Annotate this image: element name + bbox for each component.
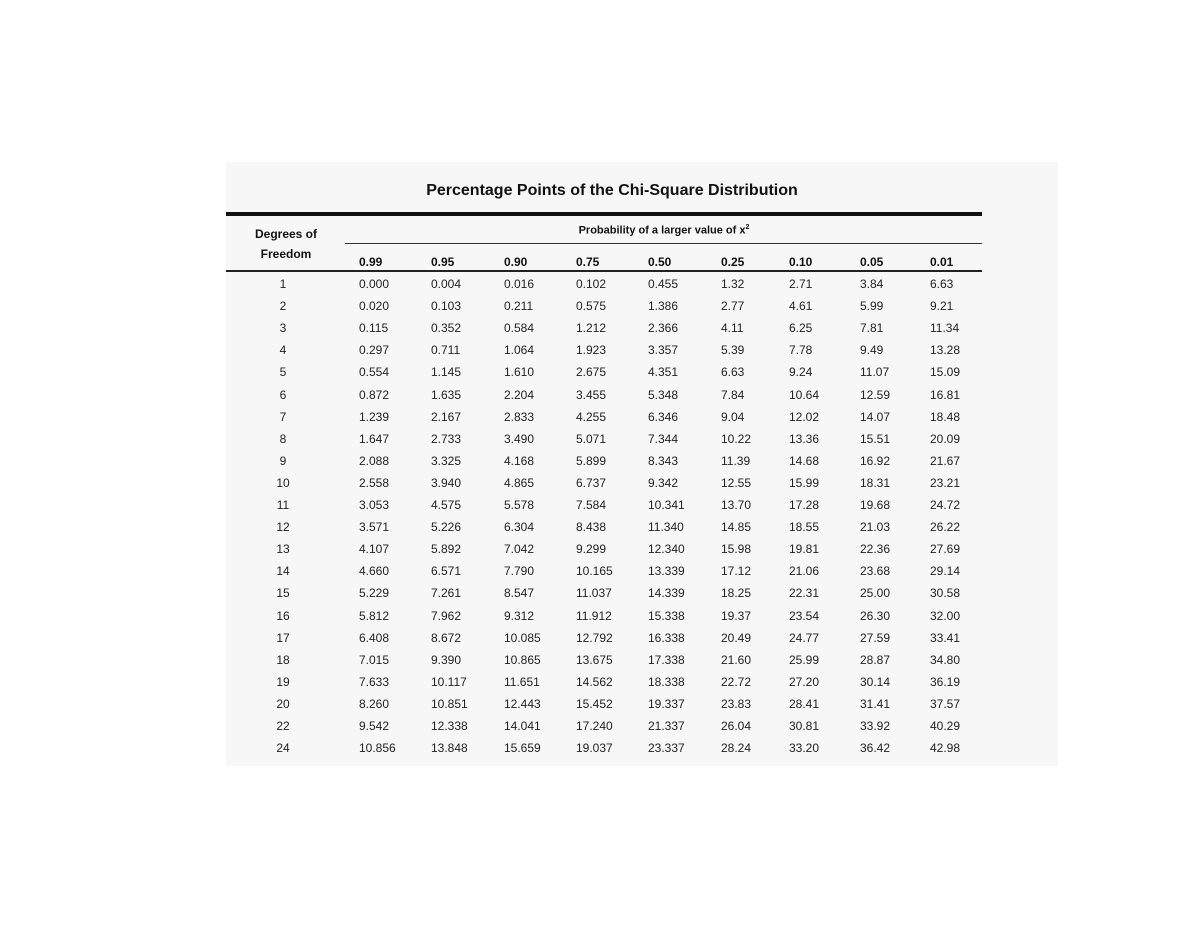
- table-cell: 4.255: [576, 409, 607, 424]
- row-df-label: 5: [279, 365, 287, 380]
- table-cell: 15.98: [721, 542, 752, 557]
- table-cell: 3.84: [860, 277, 884, 291]
- table-cell: 3.053: [359, 498, 390, 512]
- table-cell: 15.99: [789, 475, 820, 490]
- row-df-label: 14: [276, 564, 290, 579]
- table-cell: 0.711: [431, 343, 461, 358]
- table-cell: 5.812: [359, 608, 390, 623]
- table-cell: 9.342: [648, 475, 679, 490]
- table-cell: 1.145: [431, 365, 462, 380]
- table-cell: 0.103: [431, 299, 462, 314]
- table-cell: 14.339: [648, 586, 685, 601]
- table-cell: 11.340: [648, 520, 684, 535]
- table-cell: 7.344: [648, 431, 679, 446]
- row-df-label: 6: [279, 387, 287, 402]
- probability-group-header: [346, 224, 982, 237]
- table-cell: 5.348: [648, 387, 679, 402]
- table-cell: 0.297: [359, 343, 390, 358]
- table-cell: 9.390: [431, 652, 462, 667]
- table-cell: 7.015: [359, 652, 390, 667]
- table-cell: 30.14: [860, 674, 891, 689]
- table-cell: 37.57: [930, 696, 961, 711]
- table-cell: 17.12: [721, 564, 752, 579]
- table-cell: 23.83: [721, 696, 752, 711]
- table-cell: 15.452: [576, 696, 613, 711]
- table-cell: 6.63: [930, 277, 954, 291]
- row-df-label: 11: [276, 498, 290, 512]
- table-cell: 10.165: [576, 564, 613, 579]
- table-cell: 7.633: [359, 674, 390, 689]
- table-cell: 10.117: [431, 674, 467, 689]
- table-cell: 19.81: [789, 542, 820, 557]
- table-cell: 19.68: [860, 498, 891, 512]
- table-cell: 24.77: [789, 630, 820, 645]
- table-cell: 17.240: [576, 719, 613, 733]
- table-cell: 9.49: [860, 343, 884, 358]
- table-cell: 2.833: [504, 409, 535, 424]
- table-cell: 13.848: [431, 741, 468, 756]
- table-cell: 3.325: [431, 453, 462, 468]
- table-cell: 27.69: [930, 542, 961, 557]
- table-cell: 20.09: [930, 431, 961, 446]
- table-cell: 2.558: [359, 475, 390, 490]
- table-cell: 2.204: [504, 387, 535, 402]
- table-cell: 27.20: [789, 674, 820, 689]
- table-cell: 33.20: [789, 741, 820, 756]
- row-df-label: 10: [276, 475, 290, 490]
- table-cell: 18.31: [860, 475, 891, 490]
- table-cell: 7.81: [860, 321, 884, 336]
- table-cell: 3.571: [359, 520, 390, 535]
- table-cell: 15.51: [860, 431, 891, 446]
- table-cell: 6.571: [431, 564, 462, 579]
- row-df-label: 13: [276, 542, 290, 557]
- row-df-label: 17: [276, 630, 290, 645]
- table-cell: 28.87: [860, 652, 891, 667]
- table-cell: 16.338: [648, 630, 685, 645]
- table-cell: 8.672: [431, 630, 462, 645]
- column-header-0-50: 0.50: [648, 255, 672, 269]
- table-cell: 6.737: [576, 475, 607, 490]
- table-cell: 3.490: [504, 431, 535, 446]
- table-cell: 0.016: [504, 277, 535, 291]
- table-cell: 2.733: [431, 431, 462, 446]
- table-cell: 9.04: [721, 409, 745, 424]
- table-cell: 0.872: [359, 387, 390, 402]
- table-cell: 32.00: [930, 608, 961, 623]
- table-cell: 28.41: [789, 696, 820, 711]
- degrees-of-freedom-header: [226, 224, 346, 264]
- table-cell: 14.85: [721, 520, 752, 535]
- table-cell: 0.352: [431, 321, 462, 336]
- table-cell: 1.212: [576, 321, 607, 336]
- table-cell: 1.32: [721, 277, 745, 291]
- table-cell: 12.02: [789, 409, 820, 424]
- table-cell: 23.337: [648, 741, 685, 756]
- table-cell: 23.21: [930, 475, 961, 490]
- table-cell: 2.088: [359, 453, 390, 468]
- row-df-label: 2: [279, 299, 287, 314]
- table-cell: 4.168: [504, 453, 535, 468]
- table-cell: 0.020: [359, 299, 390, 314]
- table-cell: 26.22: [930, 520, 961, 535]
- row-df-label: 18: [276, 652, 290, 667]
- table-cell: 5.892: [431, 542, 462, 557]
- column-header-0-90: 0.90: [504, 255, 528, 269]
- table-cell: 1.610: [504, 365, 535, 380]
- table-cell: 0.000: [359, 277, 390, 291]
- column-header-0-75: 0.75: [576, 255, 600, 269]
- table-cell: 12.443: [504, 696, 541, 711]
- table-cell: 11.912: [576, 608, 612, 623]
- table-cell: 1.386: [648, 299, 679, 314]
- table-cell: 36.42: [860, 741, 891, 756]
- table-cell: 21.03: [860, 520, 891, 535]
- table-title: Percentage Points of the Chi-Square Distribution: [426, 182, 798, 199]
- table-cell: 10.64: [789, 387, 820, 402]
- table-cell: 5.229: [359, 586, 390, 601]
- column-header-0-05: 0.05: [860, 255, 884, 269]
- row-df-label: 19: [276, 674, 290, 689]
- table-cell: 15.338: [648, 608, 685, 623]
- table-cell: 22.36: [860, 542, 891, 557]
- table-cell: 24.72: [930, 498, 961, 512]
- table-cell: 19.337: [648, 696, 685, 711]
- table-cell: 3.940: [431, 475, 462, 490]
- table-cell: 4.575: [431, 498, 462, 512]
- table-cell: 29.14: [930, 564, 961, 579]
- table-cell: 9.24: [789, 365, 813, 380]
- table-cell: 17.338: [648, 652, 685, 667]
- table-cell: 12.340: [648, 542, 685, 557]
- table-cell: 21.337: [648, 719, 685, 733]
- table-cell: 11.34: [930, 321, 960, 336]
- table-cell: 22.31: [789, 586, 820, 601]
- table-cell: 1.923: [576, 343, 607, 358]
- table-cell: 13.36: [789, 431, 820, 446]
- table-cell: 10.085: [504, 630, 541, 645]
- table-cell: 10.856: [359, 741, 396, 756]
- table-cell: 16.92: [860, 453, 891, 468]
- table-cell: 33.92: [860, 719, 891, 733]
- row-df-label: 16: [276, 608, 290, 623]
- table-cell: 8.547: [504, 586, 535, 601]
- table-cell: 5.39: [721, 343, 745, 358]
- table-cell: 2.167: [431, 409, 462, 424]
- column-header-0-01: 0.01: [930, 255, 954, 269]
- table-cell: 0.575: [576, 299, 607, 314]
- table-cell: 0.115: [359, 321, 389, 336]
- table-cell: 14.07: [860, 409, 891, 424]
- table-cell: 8.260: [359, 696, 390, 711]
- table-cell: 15.659: [504, 741, 541, 756]
- table-cell: 4.660: [359, 564, 390, 579]
- row-df-label: 12: [276, 520, 290, 535]
- row-df-label: 7: [279, 409, 287, 424]
- table-cell: 33.41: [930, 630, 961, 645]
- row-df-label: 4: [279, 343, 287, 358]
- table-cell: 13.28: [930, 343, 961, 358]
- table-cell: 7.790: [504, 564, 535, 579]
- table-cell: 9.299: [576, 542, 607, 557]
- table-cell: 5.899: [576, 453, 607, 468]
- row-df-label: 9: [279, 453, 287, 468]
- table-cell: 7.84: [721, 387, 745, 402]
- chi-square-table-image: [226, 162, 1058, 766]
- table-cell: 21.06: [789, 564, 820, 579]
- table-cell: 2.366: [648, 321, 679, 336]
- table-cell: 2.77: [721, 299, 745, 314]
- table-cell: 14.68: [789, 453, 820, 468]
- column-header-0-95: 0.95: [431, 255, 455, 269]
- table-cell: 13.70: [721, 498, 752, 512]
- table-cell: 21.67: [930, 453, 961, 468]
- table-cell: 5.578: [504, 498, 535, 512]
- table-cell: 9.312: [504, 608, 535, 623]
- table-cell: 1.239: [359, 409, 390, 424]
- table-cell: 4.865: [504, 475, 535, 490]
- table-cell: 11.39: [721, 453, 751, 468]
- table-cell: 12.55: [721, 475, 752, 490]
- table-cell: 36.19: [930, 674, 961, 689]
- table-cell: 26.04: [721, 719, 752, 733]
- table-cell: 9.21: [930, 299, 954, 314]
- table-cell: 30.81: [789, 719, 820, 733]
- table-cell: 18.25: [721, 586, 752, 601]
- row-df-label: 15: [276, 586, 290, 601]
- table-cell: 7.78: [789, 343, 813, 358]
- column-header-rule: [226, 270, 982, 272]
- table-cell: 19.037: [576, 741, 613, 756]
- table-cell: 14.041: [504, 719, 541, 733]
- table-cell: 42.98: [930, 741, 961, 756]
- table-cell: 3.357: [648, 343, 679, 358]
- table-cell: 27.59: [860, 630, 891, 645]
- table-cell: 2.675: [576, 365, 607, 380]
- table-cell: 9.542: [359, 719, 390, 733]
- column-header-0-10: 0.10: [789, 255, 813, 269]
- dof-header-line-1: Degrees of: [254, 227, 318, 241]
- table-cell: 25.99: [789, 652, 820, 667]
- table-cell: 0.584: [504, 321, 535, 336]
- table-cell: 10.851: [431, 696, 468, 711]
- table-cell: 12.59: [860, 387, 891, 402]
- row-df-label: 8: [279, 431, 287, 446]
- table-cell: 4.351: [648, 365, 679, 380]
- table-cell: 15.09: [930, 365, 961, 380]
- table-cell: 0.102: [576, 277, 607, 291]
- table-cell: 6.408: [359, 630, 390, 645]
- top-rule: [226, 212, 982, 216]
- row-df-label: 22: [276, 719, 290, 733]
- table-cell: 6.304: [504, 520, 535, 535]
- table-cell: 12.792: [576, 630, 613, 645]
- table-cell: 0.211: [504, 299, 534, 314]
- table-cell: 7.962: [431, 608, 462, 623]
- table-cell: 0.554: [359, 365, 390, 380]
- table-cell: 0.455: [648, 277, 679, 291]
- table-cell: 25.00: [860, 586, 891, 601]
- row-df-label: 20: [276, 696, 290, 711]
- table-cell: 6.25: [789, 321, 813, 336]
- table-cell: 5.99: [860, 299, 884, 314]
- table-cell: 40.29: [930, 719, 961, 733]
- table-cell: 20.49: [721, 630, 752, 645]
- table-cell: 23.68: [860, 564, 891, 579]
- table-cell: 8.438: [576, 520, 607, 535]
- table-cell: 13.339: [648, 564, 685, 579]
- table-cell: 1.635: [431, 387, 462, 402]
- dof-header-line-2: Freedom: [260, 247, 312, 261]
- table-cell: 21.60: [721, 652, 752, 667]
- row-df-label: 24: [276, 741, 290, 756]
- table-cell: 8.343: [648, 453, 679, 468]
- row-df-label: 3: [279, 321, 287, 336]
- table-cell: 10.341: [648, 498, 685, 512]
- table-cell: 4.11: [721, 321, 744, 336]
- table-cell: 6.63: [721, 365, 745, 380]
- table-cell: 16.81: [930, 387, 961, 402]
- row-df-label: 1: [279, 277, 287, 291]
- table-cell: 18.55: [789, 520, 820, 535]
- probability-header-superscript: 2: [745, 224, 750, 231]
- probability-header-text: Probability of a larger value of x: [578, 224, 746, 237]
- table-cell: 1.064: [504, 343, 535, 358]
- table-cell: 2.71: [789, 277, 813, 291]
- table-cell: 31.41: [860, 696, 891, 711]
- table-cell: 5.071: [576, 431, 607, 446]
- table-cell: 5.226: [431, 520, 462, 535]
- table-cell: 11.651: [504, 674, 540, 689]
- table-cell: 19.37: [721, 608, 752, 623]
- column-header-0-99: 0.99: [359, 255, 383, 269]
- table-cell: 4.61: [789, 299, 813, 314]
- group-header-rule: [345, 243, 982, 244]
- table-cell: 6.346: [648, 409, 679, 424]
- table-cell: 10.865: [504, 652, 541, 667]
- table-cell: 4.107: [359, 542, 390, 557]
- table-cell: 7.584: [576, 498, 607, 512]
- table-cell: 13.675: [576, 652, 613, 667]
- table-cell: 18.48: [930, 409, 961, 424]
- table-cell: 28.24: [721, 741, 752, 756]
- table-cell: 11.07: [860, 365, 890, 380]
- table-cell: 11.037: [576, 586, 612, 601]
- table-cell: 0.004: [431, 277, 462, 291]
- table-cell: 1.647: [359, 431, 390, 446]
- table-cell: 12.338: [431, 719, 468, 733]
- table-cell: 7.042: [504, 542, 535, 557]
- column-header-0-25: 0.25: [721, 255, 745, 269]
- table-cell: 22.72: [721, 674, 752, 689]
- table-cell: 30.58: [930, 586, 961, 601]
- table-cell: 7.261: [431, 586, 462, 601]
- table-cell: 34.80: [930, 652, 961, 667]
- table-cell: 18.338: [648, 674, 685, 689]
- table-cell: 14.562: [576, 674, 613, 689]
- table-cell: 10.22: [721, 431, 752, 446]
- table-cell: 17.28: [789, 498, 820, 512]
- table-cell: 26.30: [860, 608, 891, 623]
- table-cell: 23.54: [789, 608, 820, 623]
- table-cell: 3.455: [576, 387, 607, 402]
